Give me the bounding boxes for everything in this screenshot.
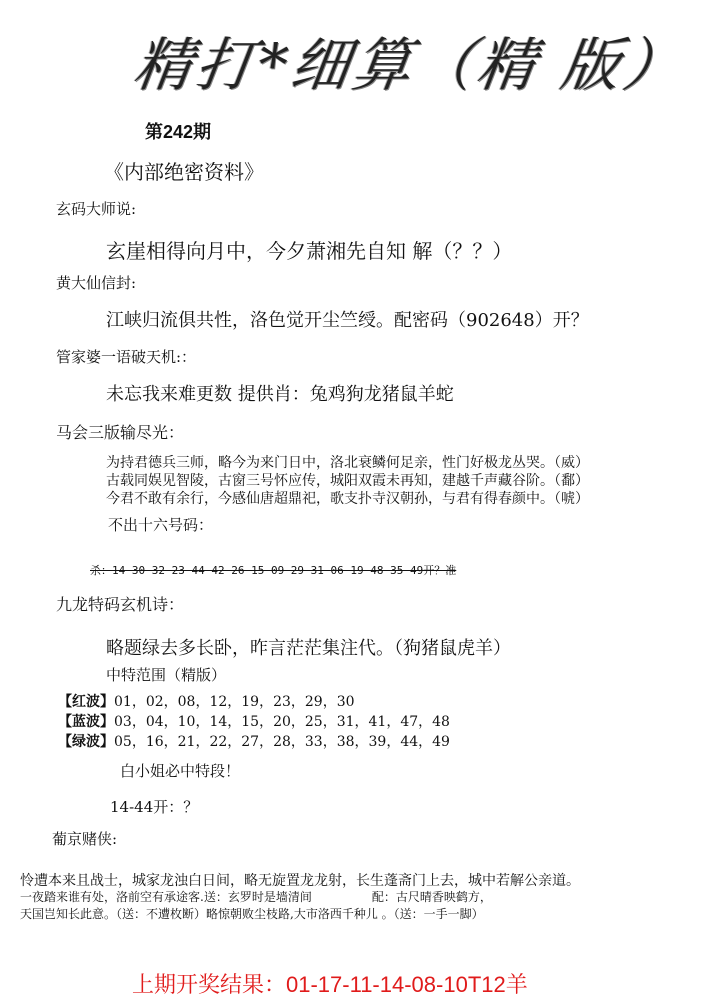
immortal-text: 江峡归流俱共性，洛色觉开尘竺绶。配密码（902648）开？: [106, 310, 589, 331]
last-result: 上期开奖结果：01-17-11-14-08-10T12羊: [132, 972, 528, 997]
immortal-label: 黄大仙信封:: [56, 274, 137, 292]
page-subtitle: 《内部绝密资料》: [104, 160, 264, 184]
master-label: 玄码大师说:: [56, 200, 137, 218]
macau-line: 今君不敢有余行，今感仙唐超鼎祀，歌支扑寺汉朝孙，与君有得春颜中。（唬）: [106, 491, 589, 507]
issue-number: 第242期: [145, 122, 212, 142]
range-open-text: 14-44开：？: [110, 798, 199, 816]
wave-tag: 【蓝波】: [58, 714, 114, 730]
nine-dragon-label: 九龙特码玄机诗：: [56, 595, 185, 614]
kill-numbers: 杀：14 30 32 23 44 42 26 15 09 29 31 06 19 48 35 49开？准: [90, 564, 457, 577]
wave-row-blue: [58, 711, 450, 731]
master-text: 玄崖相得向月中，今夕萧湘先自知 解（？？）: [106, 239, 513, 263]
gambler-label: 葡京赌侠:: [52, 830, 118, 848]
gambler-line: 一夜踏来谁有处，洛前空有承途客.送：玄罗时是墙清间 配：古尺晴香映鹤方，: [20, 890, 492, 904]
housekeeper-text: 未忘我来难更数 提供肖：兔鸡狗龙猪鼠羊蛇: [106, 384, 454, 405]
nine-dragon-text: 略题绿去多长卧，昨言茫茫集注代。（狗猪鼠虎羊）: [106, 638, 511, 659]
macau-label: 马会三版输尽光：: [56, 423, 185, 442]
white-lady-text: 白小姐必中特段！: [120, 762, 241, 780]
wave-tag: 【红波】: [58, 694, 114, 710]
title-art: 精打*细算（精 版）: [129, 31, 691, 99]
wave-numbers: 05，16，21，22，27，28，33，38，39，44，49: [114, 734, 450, 750]
no16-label: 不出十六号码：: [108, 516, 214, 534]
macau-line: 为持君德兵三师，略今为来门日中，洛北衰鳞何足亲，性门好极龙丛哭。（威）: [106, 455, 589, 471]
wave-numbers: 03，04，10，14，15，20，25，31，41，47，48: [114, 714, 450, 730]
housekeeper-label: 管家婆一语破天机:：: [56, 348, 197, 366]
macau-line: 古载同娱见智陵，古窗三号怀应传，城阳双霞未再知，建越千声藏谷阶。（鄱）: [106, 473, 589, 489]
range-label: 中特范围（精版）: [106, 666, 227, 684]
wave-numbers: 01，02，08，12，19，23，29，30: [114, 694, 355, 710]
wave-row-green: [58, 731, 450, 751]
gambler-line: 天国岂知长此意。（送：不遭枚断）略惊朝败尘枝路,大市洛西千种儿 。（送：一手一脚）: [20, 907, 484, 921]
gambler-line: 怜遭本来且战士，城家龙浊白日间，略无旋置龙龙射，长生蓬斋门上去，城中若解公亲道。: [20, 873, 580, 889]
wave-tag: 【绿波】: [58, 734, 114, 750]
wave-row-red: [58, 691, 355, 711]
